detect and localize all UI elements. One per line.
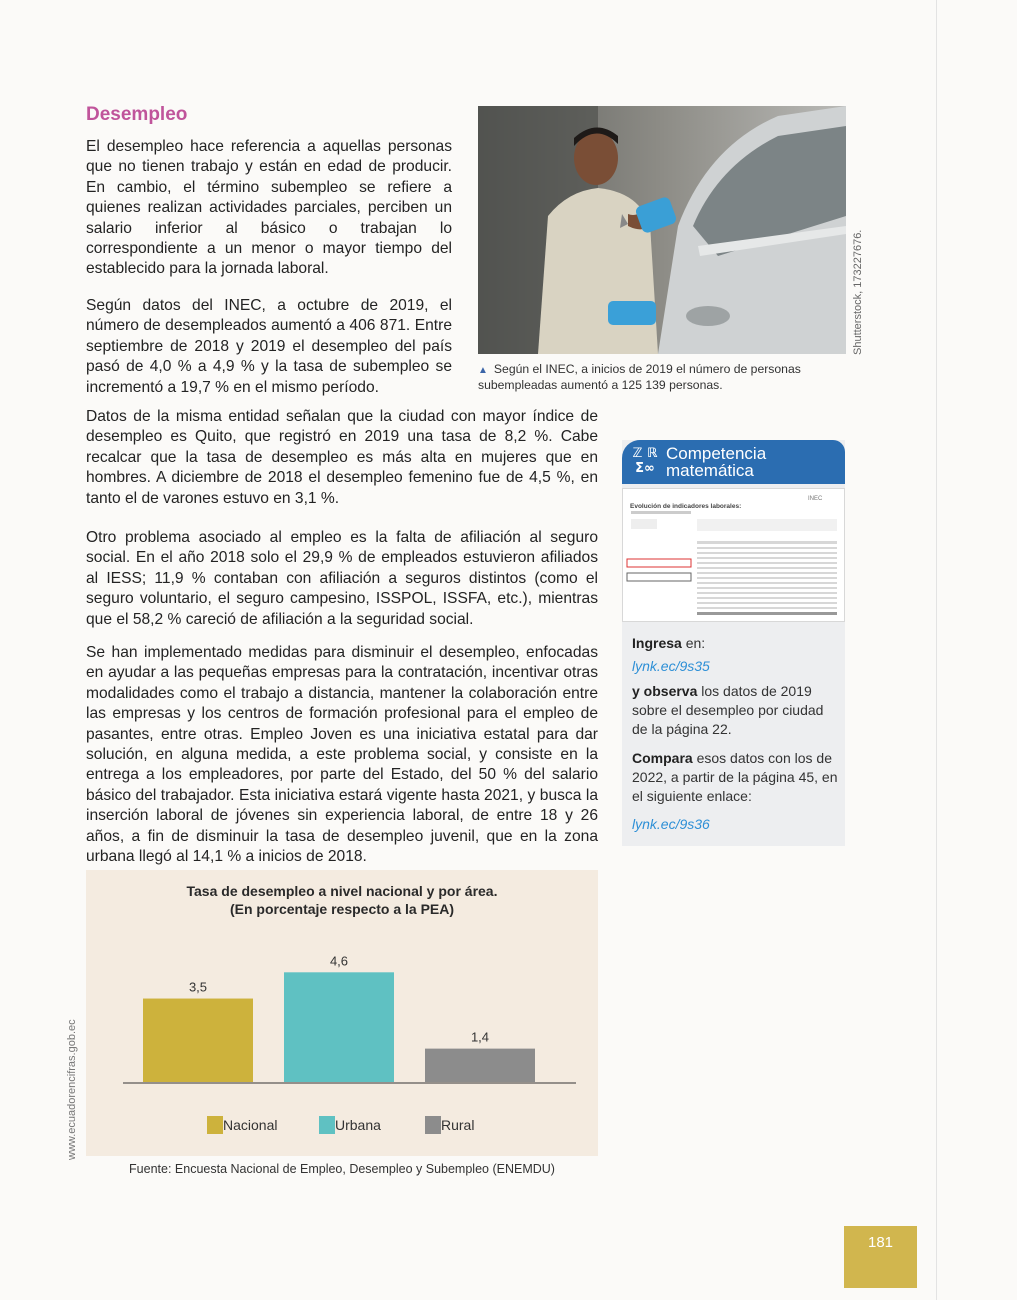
page-number: 181 <box>844 1226 917 1288</box>
legend-swatch-nacional <box>207 1116 223 1134</box>
compara-label: Compara <box>632 750 693 766</box>
section-heading: Desempleo <box>86 104 188 125</box>
photo-caption <box>478 362 838 393</box>
legend-swatch-rural <box>425 1116 441 1134</box>
chart-title-line2: (En porcentaje respecto a la PEA) <box>229 901 455 917</box>
compara-text <box>632 749 840 806</box>
link-9s35[interactable]: lynk.ec/9s35 <box>632 658 710 674</box>
competencia-title <box>666 445 836 479</box>
legend-label-urbana: Urbana <box>335 1117 381 1133</box>
bar-nacional <box>143 999 253 1082</box>
ingresa-label: Ingresa <box>632 635 682 651</box>
chart-title-line1: Tasa de desempleo a nivel nacional y por área. <box>186 883 498 899</box>
data-label-nacional: 3,5 <box>188 979 208 995</box>
paragraph-quito: Datos de la misma entidad señalan que la ciudad con mayor índice de desempleo es Quito, que registró en 2019 una tasa de 8,2 %. Cabe recalcar que la tasa de desempleo es más alta en mujeres que en hombres. A diciembre de 2018 el desempleo femenino fue de 4,5 %, en tanto el de varones estuvo en 3,1 %. <box>86 408 598 507</box>
unemployment-bar-chart <box>86 870 598 1156</box>
thumbnail-title: Evolución de indicadores laborales: <box>630 503 742 510</box>
data-label-urbana: 4,6 <box>329 953 349 969</box>
ingresa-suffix: en: <box>681 635 706 651</box>
thumbnail-logo: INEC <box>808 496 823 502</box>
observa-text <box>632 682 840 739</box>
side-url: www.ecuadorencifras.gob.ec <box>66 1019 78 1160</box>
link-9s36[interactable]: lynk.ec/9s36 <box>632 816 710 832</box>
legend-swatch-urbana <box>319 1116 335 1134</box>
triangle-up-icon: ▲ <box>478 365 488 376</box>
chart-source: Fuente: Encuesta Nacional de Empleo, Desempleo y Subempleo (ENEMDU) <box>129 1162 555 1176</box>
paragraph-inec-data: Según datos del INEC, a octubre de 2019, el número de desempleados aumentó a 406 871. Entre septiembre de 2018 y 2019 el desempleo del país pasó de 4,0 % a 4,9 % y la tasa de subempleo se incrementó a 19,7 % en el mismo período. <box>86 297 452 396</box>
data-label-rural: 1,4 <box>470 1029 490 1045</box>
math-symbols-icon: ℤ ℝ Σ∞ <box>632 446 658 476</box>
observa-body: los datos de 2019 sobre el desempleo por ciudad de la página 22. <box>632 683 824 737</box>
legend-label-nacional: Nacional <box>223 1117 278 1133</box>
bar-urbana <box>284 972 394 1082</box>
observa-label: y observa <box>632 683 698 699</box>
paragraph-medidas: Se han implementado medidas para disminuir el desempleo, enfocadas en ayudar a las pequeñas empresas para la contratación, incentivar otras modalidades como el trabajo a distancia, mantener la colaboración entre las empresas y los centros de formación profesional para el empleo de pasantes, entre otras. Empleo Joven es una iniciativa estatal para dar solución, en alguna medida, a este problema social, y consiste en la entrega a los empleadores, por parte del Estado, del 50 % del salario básico del trabajador. Esta iniciativa estará vigente hasta 2021, y busca la inserción laboral de jóvenes sin experiencia laboral, de entre 18 y 26 años, a fin de disminuir la tasa de desempleo juvenil, que en la zona urbana llegó al 14,1 % a inicios de 2018. <box>86 644 598 866</box>
bar-rural <box>425 1049 535 1082</box>
competencia-title-line2: matemática <box>666 461 754 480</box>
paragraph-afiliacion: Otro problema asociado al empleo es la falta de afiliación al seguro social. En el año 2018 solo el 29,9 % de empleados estuvieron afiliados al IESS; 11,9 % contaban con afiliación a seguros distintos (como el seguro voluntario, el seguro campesino, ISSPOL, ISSFA, etc.), mientras que el 58,2 % careció de afiliación a la seguridad social. <box>86 529 598 628</box>
street-vendor-photo <box>478 106 846 354</box>
paragraph-definition: El desempleo hace referencia a aquellas personas que no tienen trabajo y están en edad de producir. En cambio, el término subempleo se refiere a quienes realizan actividades parciales, perciben un salario inferior al básico o trabajan lo correspondiente a un menor o mayor tiempo del establecido para la jornada laboral. <box>86 138 452 278</box>
compara-body: esos datos con los de 2022, a partir de la página 45, en el siguiente enlace: <box>632 750 838 804</box>
page-edge-rule <box>936 0 937 1300</box>
ingresa-text <box>632 634 840 653</box>
competencia-title-line1: Competencia <box>666 444 767 463</box>
legend-label-rural: Rural <box>441 1117 475 1133</box>
photo-credit: Shutterstock, 173227676. <box>852 229 864 355</box>
photo-caption-text: Según el INEC, a inicios de 2019 el número de personas subempleadas aumentó a 125 139 personas. <box>478 362 801 392</box>
